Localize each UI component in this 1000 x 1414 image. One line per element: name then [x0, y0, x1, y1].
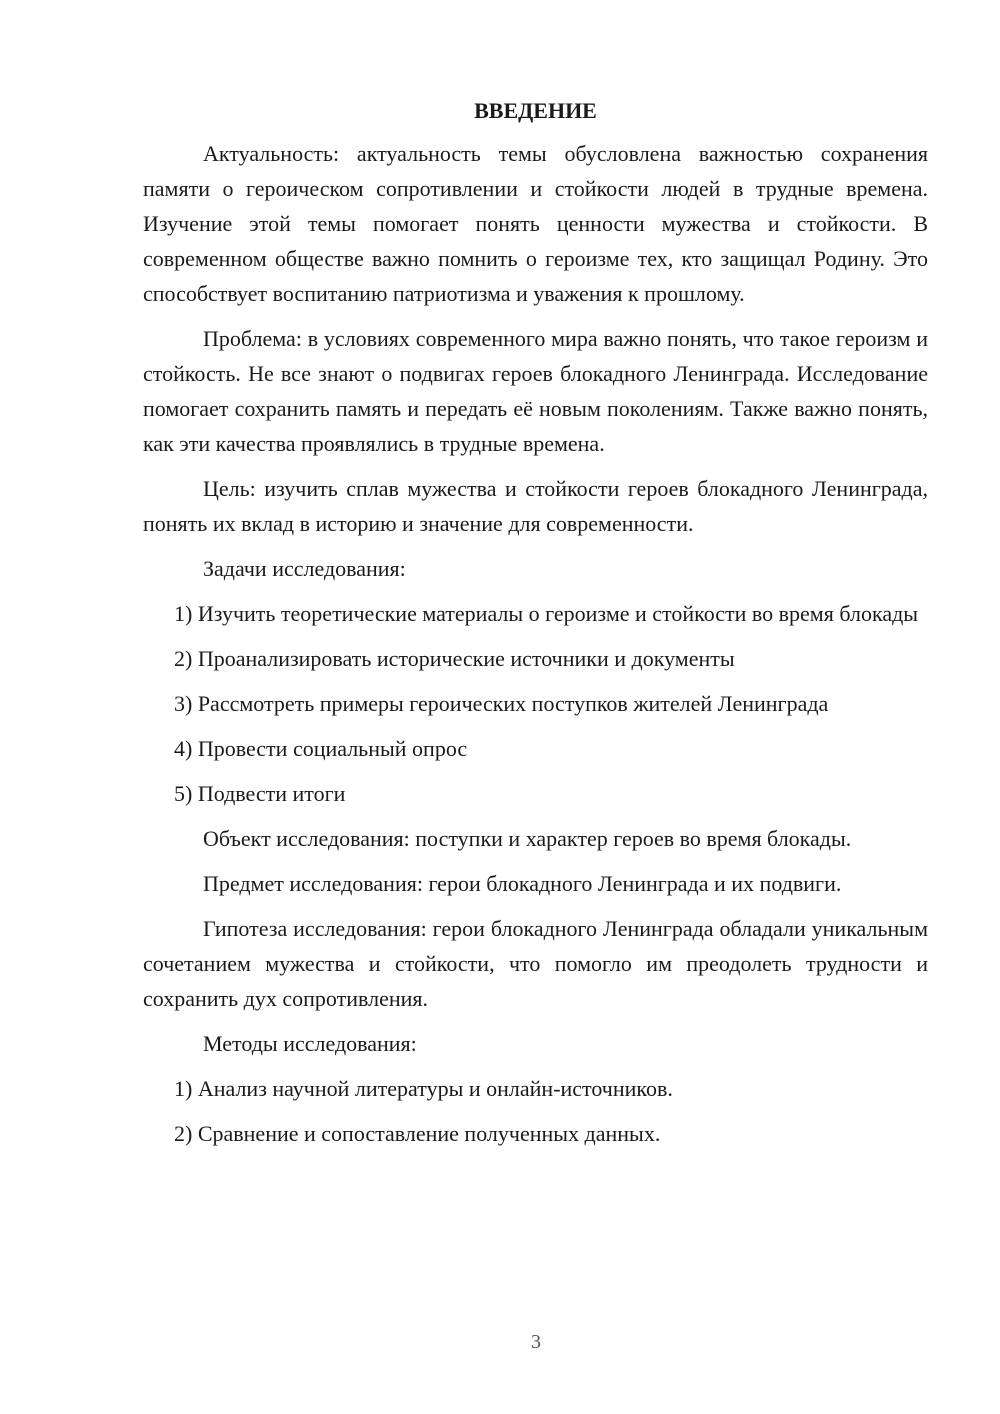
paragraph-relevance: Актуальность: актуальность темы обусловлена важностью сохранения памяти о героическом сопротивлении и стойкости людей в трудные времена. Изучение этой темы помогает понять ценности мужества и стойкости. В современном обществе важно помнить о героизме тех, кто защищал Родину. Это способствует воспитанию патриотизма и уважения к прошлому.: [143, 141, 928, 306]
paragraph-subject: Предмет исследования: герои блокадного Ленинграда и их подвиги.: [203, 871, 842, 896]
task-item: 4) Провести социальный опрос: [174, 736, 468, 761]
paragraph-goal: Цель: изучить сплав мужества и стойкости героев блокадного Ленинграда, понять их вклад в историю и значение для современности.: [143, 476, 928, 536]
method-item: 2) Сравнение и сопоставление полученных данных.: [174, 1121, 661, 1146]
document-page: [143, 96, 928, 1161]
section-heading: ВВЕДЕНИЕ: [474, 98, 597, 123]
task-item: 3) Рассмотреть примеры героических поступков жителей Ленинграда: [174, 691, 829, 716]
task-item: 5) Подвести итоги: [174, 781, 346, 806]
paragraph-tasks-title: Задачи исследования:: [203, 556, 406, 581]
task-item: 2) Проанализировать исторические источники и документы: [174, 646, 735, 671]
page-number: 3: [531, 1331, 541, 1353]
method-item: 1) Анализ научной литературы и онлайн-источников.: [174, 1076, 673, 1101]
paragraph-methods-title: Методы исследования:: [203, 1031, 417, 1056]
task-item: 1) Изучить теоретические материалы о героизме и стойкости во время блокады: [174, 601, 919, 626]
paragraph-object: Объект исследования: поступки и характер героев во время блокады.: [203, 826, 852, 851]
paragraph-hypothesis: Гипотеза исследования: герои блокадного Ленинграда обладали уникальным сочетанием мужества и стойкости, что помогло им преодолеть трудности и сохранить дух сопротивления.: [143, 916, 928, 1011]
paragraph-problem: Проблема: в условиях современного мира важно понять, что такое героизм и стойкость. Не все знают о подвигах героев блокадного Ленинграда. Исследование помогает сохранить память и передать её новым поколениям. Также важно понять, как эти качества проявлялись в трудные времена.: [143, 326, 928, 456]
